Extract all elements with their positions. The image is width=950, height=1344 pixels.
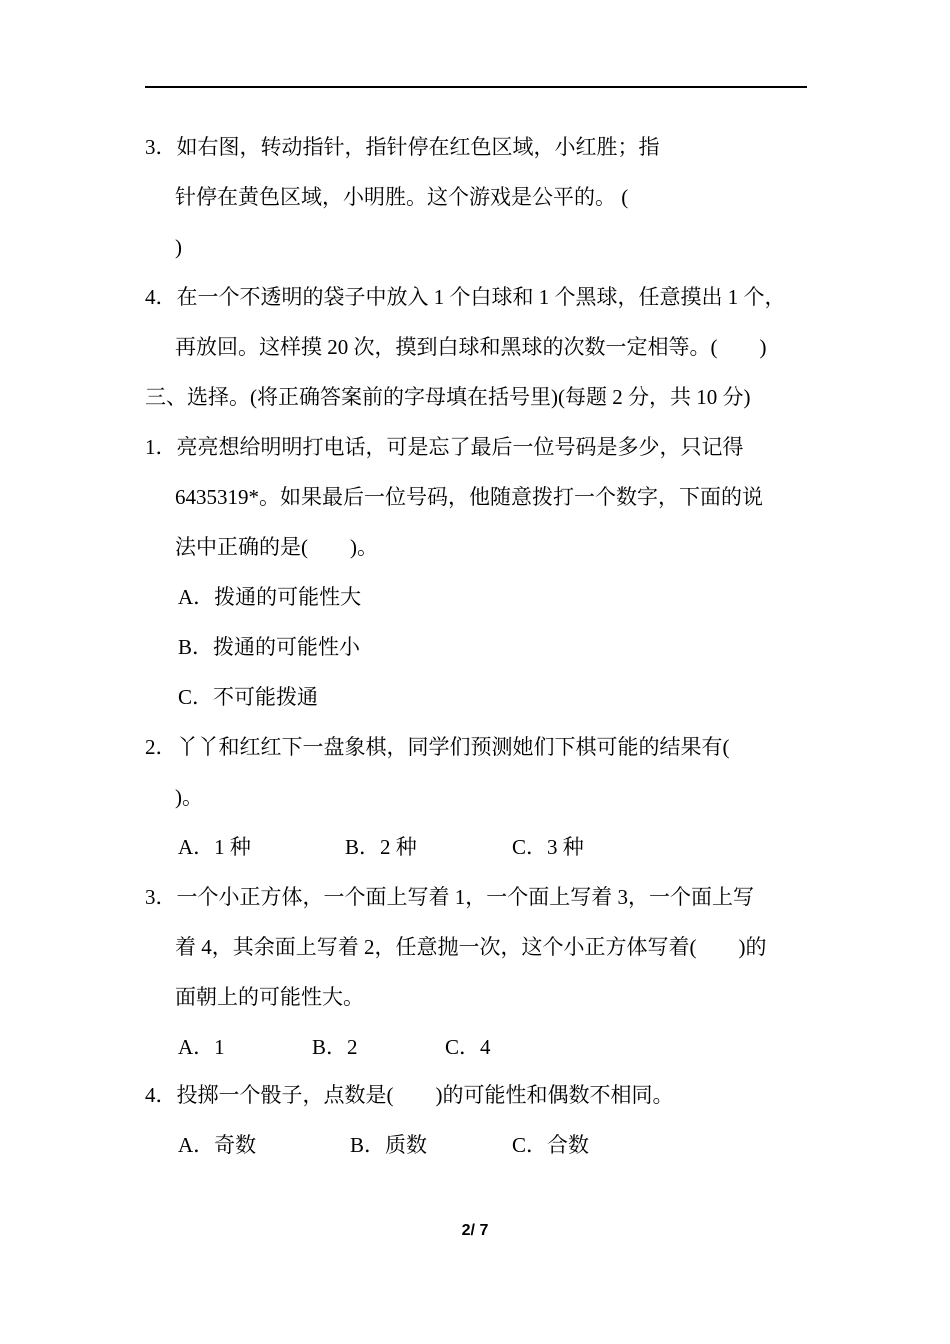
judge-q4-line2: 再放回。这样摸 20 次，摸到白球和黑球的次数一定相等。( ) — [175, 335, 767, 359]
judge-q3-line3: ) — [175, 235, 182, 259]
judge-q4-line1: 4．在一个不透明的袋子中放入 1 个白球和 1 个黑球，任意摸出 1 个， — [145, 285, 786, 309]
choice-q2-line1: 2．丫丫和红红下一盘象棋，同学们预测她们下棋可能的结果有( — [145, 735, 730, 759]
choice-q2-option-c: C．3 种 — [512, 835, 584, 859]
choice-q3-option-b: B．2 — [312, 1035, 358, 1059]
choice-q2-line2: )。 — [175, 785, 203, 809]
choice-q3-line2: 着 4，其余面上写着 2，任意抛一次，这个小正方体写着( )的 — [175, 935, 767, 959]
header-rule — [145, 86, 807, 88]
choice-q1-line2: 6435319*。如果最后一位号码，他随意拨打一个数字，下面的说 — [175, 485, 763, 509]
choice-q4-line1: 4．投掷一个骰子，点数是( )的可能性和偶数不相同。 — [145, 1083, 674, 1107]
choice-q3-line3: 面朝上的可能性大。 — [175, 985, 364, 1009]
choice-q4-option-c: C．合数 — [512, 1133, 590, 1157]
choice-q1-line1: 1．亮亮想给明明打电话，可是忘了最后一位号码是多少，只记得 — [145, 435, 744, 459]
choice-q4-option-a: A．奇数 — [178, 1133, 257, 1157]
page-number: 2/ 7 — [461, 1222, 489, 1239]
choice-q3-option-c: C．4 — [445, 1035, 491, 1059]
choice-q3-option-a: A．1 — [178, 1035, 225, 1059]
choice-q1-option-a: A．拨通的可能性大 — [178, 585, 362, 609]
choice-q1-option-c: C．不可能拨通 — [178, 685, 319, 709]
judge-q3-line2: 针停在黄色区域，小明胜。这个游戏是公平的。 ( — [175, 185, 629, 209]
choice-q1-option-b: B．拨通的可能性小 — [178, 635, 361, 659]
section3-heading: 三、选择。(将正确答案前的字母填在括号里)(每题 2 分，共 10 分) — [145, 385, 751, 409]
judge-q3-line1: 3．如右图，转动指针，指针停在红色区域，小红胜；指 — [145, 135, 660, 159]
choice-q3-line1: 3．一个小正方体，一个面上写着 1，一个面上写着 3，一个面上写 — [145, 885, 754, 909]
choice-q1-line3: 法中正确的是( )。 — [175, 535, 378, 559]
choice-q2-option-b: B．2 种 — [345, 835, 417, 859]
choice-q4-option-b: B．质数 — [350, 1133, 428, 1157]
choice-q2-option-a: A．1 种 — [178, 835, 251, 859]
